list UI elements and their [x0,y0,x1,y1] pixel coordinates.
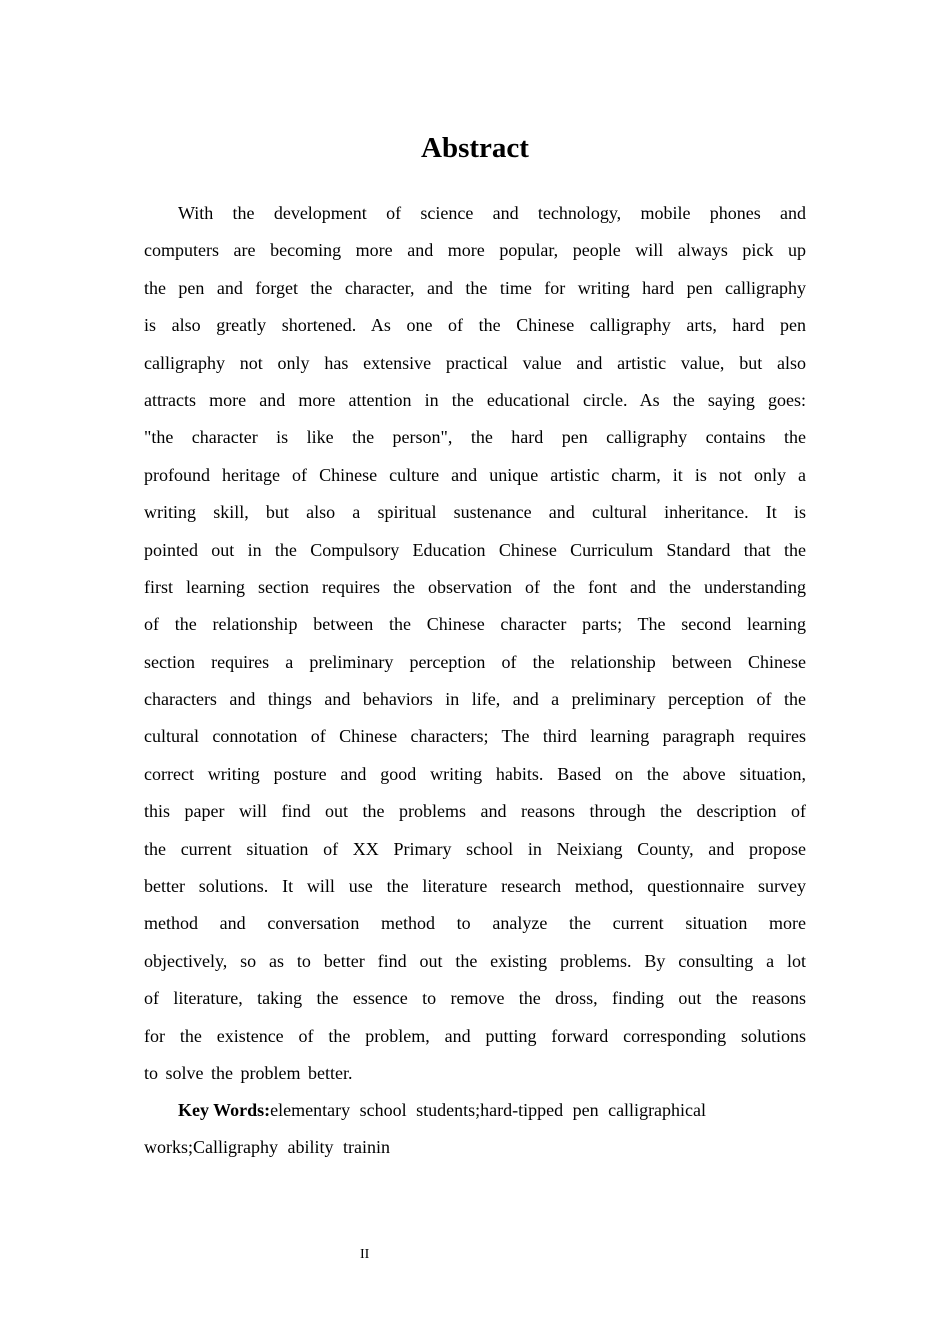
abstract-line: "the character is like the person", the hard pen calligraphy contains the [144,427,806,448]
abstract-line: first learning section requires the observation of the font and the understanding [144,576,806,597]
abstract-line: profound heritage of Chinese culture and unique artistic charm, it is not only a [144,464,806,485]
abstract-line: cultural connotation of Chinese characters; The third learning paragraph requires [144,726,806,747]
abstract-line: computers are becoming more and more popular, people will always pick up [144,240,806,261]
abstract-line: of literature, taking the essence to remove the dross, finding out the reasons [144,988,806,1009]
keywords-line [144,1092,806,1129]
abstract-line: section requires a preliminary perception of the relationship between Chinese [144,651,806,672]
abstract-line: objectively, so as to better find out the existing problems. By consulting a lot [144,950,806,971]
keywords-label: Key Words: [178,1100,271,1121]
abstract-line: is also greatly shortened. As one of the Chinese calligraphy arts, hard pen [144,315,806,336]
abstract-line: to solve the problem better. [144,1062,353,1083]
abstract-line: of the relationship between the Chinese character parts; The second learning [144,614,806,635]
abstract-line: this paper will find out the problems and reasons through the description of [144,801,806,822]
abstract-line: With the development of science and technology, mobile phones and [178,203,806,223]
abstract-line: better solutions. It will use the literature research method, questionnaire survey [144,876,806,897]
abstract-line: calligraphy not only has extensive practical value and artistic value, but also [144,352,806,373]
abstract-line: characters and things and behaviors in life, and a preliminary perception of the [144,689,806,710]
abstract-line: the current situation of XX Primary school in Neixiang County, and propose [144,838,806,859]
abstract-line: attracts more and more attention in the educational circle. As the saying goes: [144,389,806,410]
abstract-line: writing skill, but also a spiritual sustenance and cultural inheritance. It is [144,502,806,523]
abstract-line: the pen and forget the character, and the time for writing hard pen calligraphy [144,277,806,298]
abstract-line: correct writing posture and good writing habits. Based on the above situation, [144,763,806,784]
abstract-line: method and conversation method to analyze the current situation more [144,913,806,934]
keywords-continuation: works;Calligraphy ability trainin [144,1137,390,1158]
abstract-body [144,195,806,1166]
abstract-title: Abstract [421,132,529,164]
keywords-text: elementary school students;hard-tipped pen calligraphical [270,1100,707,1121]
abstract-line: pointed out in the Compulsory Education Chinese Curriculum Standard that the [144,539,806,560]
page-number: II [360,1247,370,1262]
abstract-line: for the existence of the problem, and putting forward corresponding solutions [144,1025,806,1046]
